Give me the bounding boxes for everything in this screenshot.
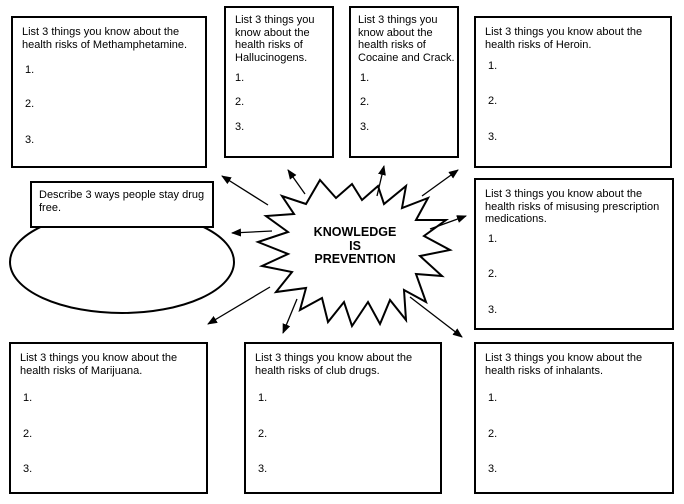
- item-1: 1.: [488, 233, 498, 245]
- item-2: 2.: [360, 96, 370, 108]
- box-club-drugs: [244, 342, 442, 494]
- item-2: 2.: [235, 96, 245, 108]
- arrow-to-club-drugs: [283, 299, 297, 333]
- arrow-to-heroin: [422, 170, 458, 196]
- item-1: 1.: [488, 60, 498, 72]
- item-2: 2.: [258, 428, 268, 440]
- item-3: 3.: [360, 121, 370, 133]
- arrow-to-drug-free: [232, 231, 272, 233]
- item-3: 3.: [488, 463, 498, 475]
- drug-free-prompt: Describe 3 ways people stay drug free.: [39, 189, 205, 214]
- box-inhalants: [474, 342, 674, 494]
- box-hallucinogens: [224, 6, 334, 158]
- item-3: 3.: [23, 463, 33, 475]
- box-heroin: [474, 16, 672, 168]
- box-prompt: List 3 things you know about the health risks of Hallucinogens.: [235, 14, 315, 64]
- arrow-to-marijuana: [208, 287, 270, 324]
- box-prompt: List 3 things you know about the health risks of Heroin.: [485, 26, 643, 51]
- box-prompt: List 3 things you know about the health risks of Methamphetamine.: [22, 26, 188, 51]
- center-line-3: PREVENTION: [314, 252, 396, 266]
- box-prompt: List 3 things you know about the health risks of inhalants.: [485, 352, 643, 377]
- center-line-2: IS: [349, 238, 361, 253]
- item-2: 2.: [488, 428, 498, 440]
- box-prompt: List 3 things you know about the health risks of misusing prescription medications.: [485, 188, 660, 225]
- item-2: 2.: [488, 95, 498, 107]
- item-3: 3.: [235, 121, 245, 133]
- item-3: 3.: [25, 134, 35, 146]
- arrow-to-meth: [222, 176, 268, 205]
- item-1: 1.: [258, 392, 268, 404]
- item-3: 3.: [258, 463, 268, 475]
- box-prescription-medications: [474, 178, 674, 330]
- item-1: 1.: [25, 64, 35, 76]
- item-2: 2.: [23, 428, 33, 440]
- box-cocaine-crack: [349, 6, 459, 158]
- box-prompt: List 3 things you know about the health risks of club drugs.: [255, 352, 413, 377]
- center-line-1: KNOWLEDGE: [313, 225, 397, 239]
- box-prompt: List 3 things you know about the health risks of Marijuana.: [20, 352, 178, 377]
- center-title: [293, 226, 417, 267]
- item-2: 2.: [488, 268, 498, 280]
- item-1: 1.: [360, 72, 370, 84]
- arrow-to-inhalants: [410, 297, 462, 337]
- item-3: 3.: [488, 304, 498, 316]
- arrow-to-hallucinogens: [288, 170, 305, 194]
- box-prompt: List 3 things you know about the health risks of Cocaine and Crack.: [358, 14, 455, 64]
- item-2: 2.: [25, 98, 35, 110]
- box-marijuana: [9, 342, 208, 494]
- item-3: 3.: [488, 131, 498, 143]
- box-methamphetamine: [11, 16, 207, 168]
- item-1: 1.: [235, 72, 245, 84]
- item-1: 1.: [488, 392, 498, 404]
- item-1: 1.: [23, 392, 33, 404]
- drug-free-box: [30, 181, 214, 228]
